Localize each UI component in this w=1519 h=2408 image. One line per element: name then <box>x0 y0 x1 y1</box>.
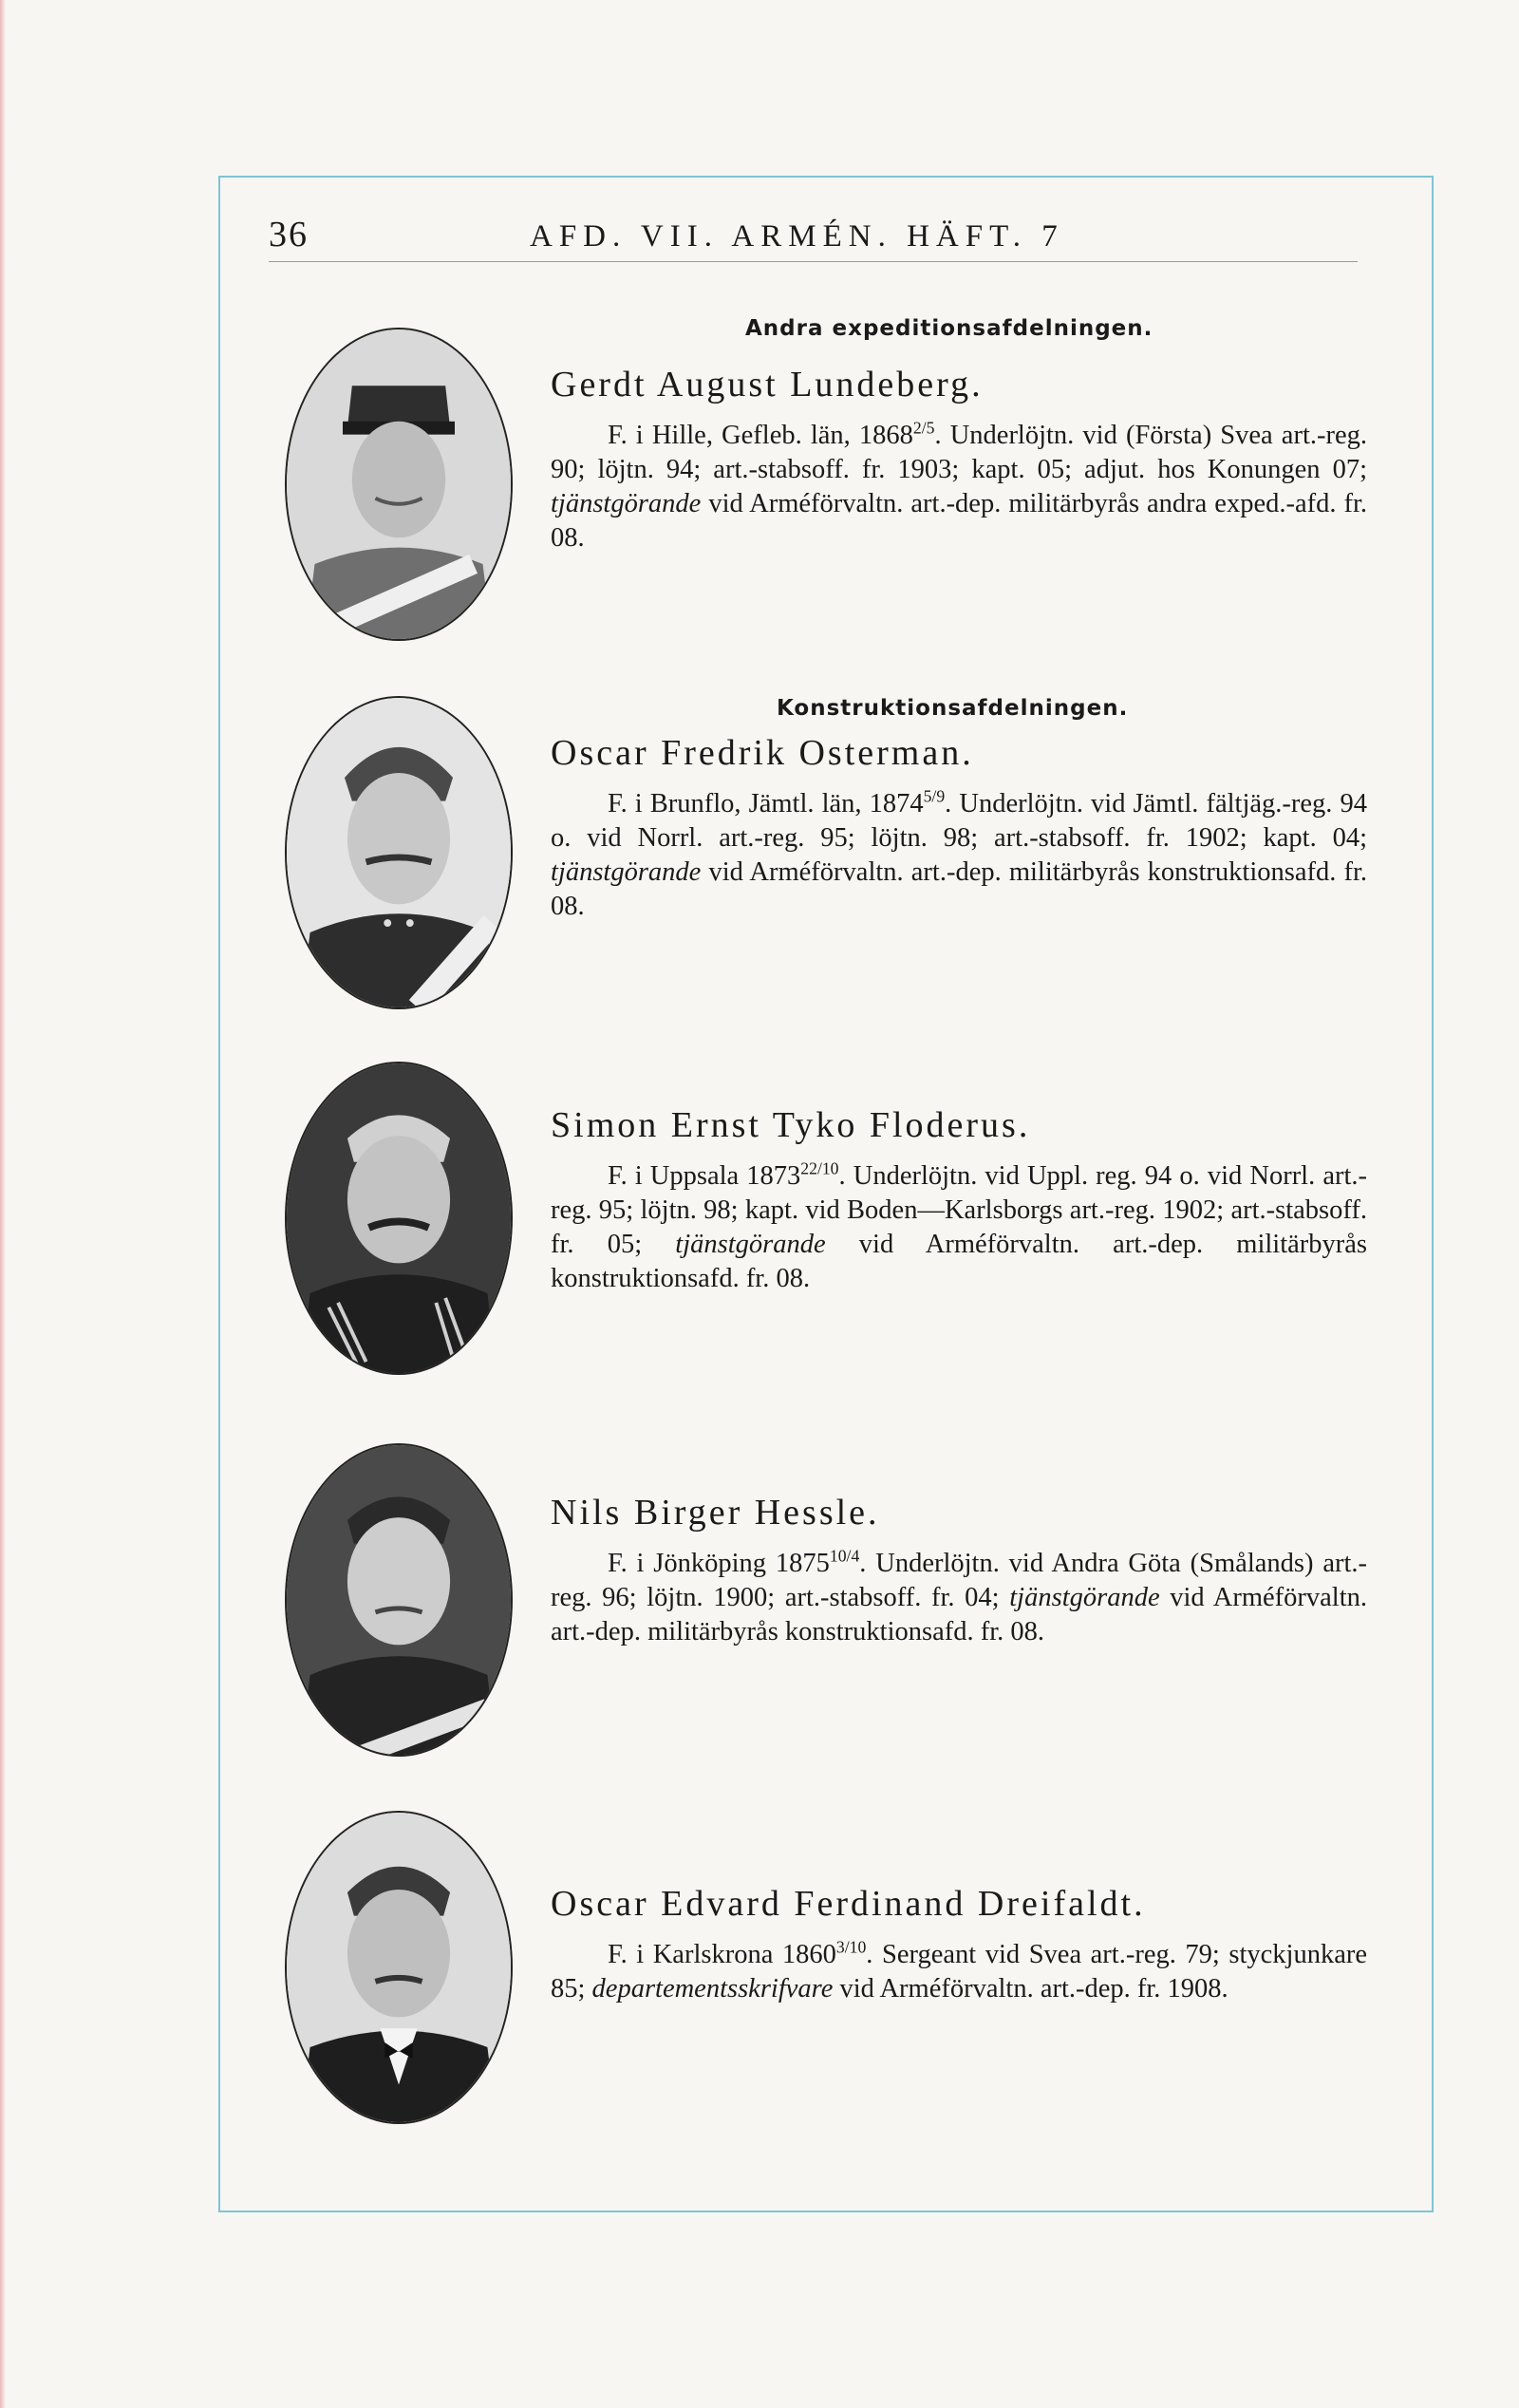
entry-floderus <box>551 1106 1367 1296</box>
page-edge <box>0 0 6 2408</box>
entry-hessle <box>551 1494 1367 1649</box>
entry-bio <box>551 1547 1367 1649</box>
portrait-officer-hessle-icon <box>285 1443 513 1757</box>
entry-name: Simon Ernst Tyko Floderus. <box>551 1105 1031 1145</box>
bio-text: . Underlöjtn. vid Andra Göta (Smålands) art.-reg. 96; löjtn. 1900; art.-stabsoff. fr. 04; <box>551 1548 1367 1612</box>
bio-text: F. i Jönköping 1875 <box>608 1548 830 1578</box>
birth-date: 22/10 <box>800 1158 839 1178</box>
entry-dreifaldt <box>551 1885 1367 2006</box>
entry-name: Oscar Fredrik Osterman. <box>551 733 974 773</box>
entry-name: Oscar Edvard Ferdinand Dreifaldt. <box>551 1884 1146 1924</box>
bio-text: F. i Karlskrona 1860 <box>608 1939 836 1969</box>
section-title-expedition: Andra expeditionsafdelningen. <box>745 316 1153 341</box>
running-head: AFD. VII. ARMÉN. HÄFT. 7 <box>530 219 1064 254</box>
entry-bio <box>551 419 1367 555</box>
portrait-civilian-suit-icon <box>285 1811 513 2124</box>
bio-text: vid Arméförvaltn. art.-dep. militärbyrås andra exped.-afd. fr. 08. <box>551 488 1367 553</box>
birth-date: 10/4 <box>829 1546 860 1566</box>
bio-text: . Underlöjtn. vid Jämtl. fältjäg.-reg. 94 o. vid Norrl. art.-reg. 95; löjtn. 98; art.-stabsoff. fr. 1902; kapt. 04; <box>551 788 1367 853</box>
entry-bio <box>551 787 1367 924</box>
bio-text: vid Arméförvaltn. art.-dep. fr. 1908. <box>833 1973 1228 2004</box>
portrait-officer-dark-icon <box>285 1062 513 1375</box>
page-header <box>269 214 1358 262</box>
entry-name: Gerdt August Lundeberg. <box>551 365 984 404</box>
birth-date: 2/5 <box>912 418 935 438</box>
bio-text: F. i Brunflo, Jämtl. län, 1874 <box>608 788 924 818</box>
bio-italic: tjänstgörande <box>551 856 702 887</box>
bio-italic: tjänstgörande <box>551 488 702 518</box>
bio-text: vid Arméförvaltn. art.-dep. militärbyrås konstruktionsafd. fr. 08. <box>551 856 1367 921</box>
bio-text: . Underlöjtn. vid (Första) Svea art.-reg. 90; löjtn. 94; art.-stabsoff. fr. 1903; kapt. 05; adjut. hos Konungen 07; <box>551 420 1367 484</box>
birth-date: 3/10 <box>835 1937 867 1957</box>
entry-lundeberg <box>551 366 1367 555</box>
entry-bio <box>551 1938 1367 2006</box>
page-number: 36 <box>269 215 309 254</box>
bio-italic: tjänstgörande <box>675 1229 826 1259</box>
entry-bio <box>551 1159 1367 1296</box>
bio-text: . Sergeant vid Svea art.-reg. 79; styckjunkare 85; <box>551 1939 1367 2004</box>
portrait-officer-cap-icon <box>285 328 513 641</box>
entry-name: Nils Birger Hessle. <box>551 1493 880 1533</box>
bio-text: vid Arméförvaltn. art.-dep. militärbyrås konstruktionsafd. fr. 08. <box>551 1229 1368 1293</box>
section-title-construction: Konstruktionsafdelningen. <box>777 696 1129 721</box>
entry-osterman <box>551 734 1367 924</box>
portrait-officer-mustache-icon <box>285 696 513 1009</box>
bio-italic: departementsskrifvare <box>591 1973 834 2004</box>
bio-text: . Underlöjtn. vid Uppl. reg. 94 o. vid Norrl. art.-reg. 95; löjtn. 98; kapt. vid Boden—Karlsborgs art.-reg. 1902; art.-stabsoff. fr. 05; <box>551 1160 1367 1259</box>
bio-text: F. i Hille, Gefleb. län, 1868 <box>608 420 913 450</box>
bio-italic: tjänstgörande <box>1009 1582 1160 1612</box>
birth-date: 5/9 <box>923 786 946 806</box>
bio-text: F. i Uppsala 1873 <box>608 1160 801 1191</box>
bio-text: vid Arméförvaltn. art.-dep. militärbyrås konstruktionsafd. fr. 08. <box>551 1582 1367 1646</box>
